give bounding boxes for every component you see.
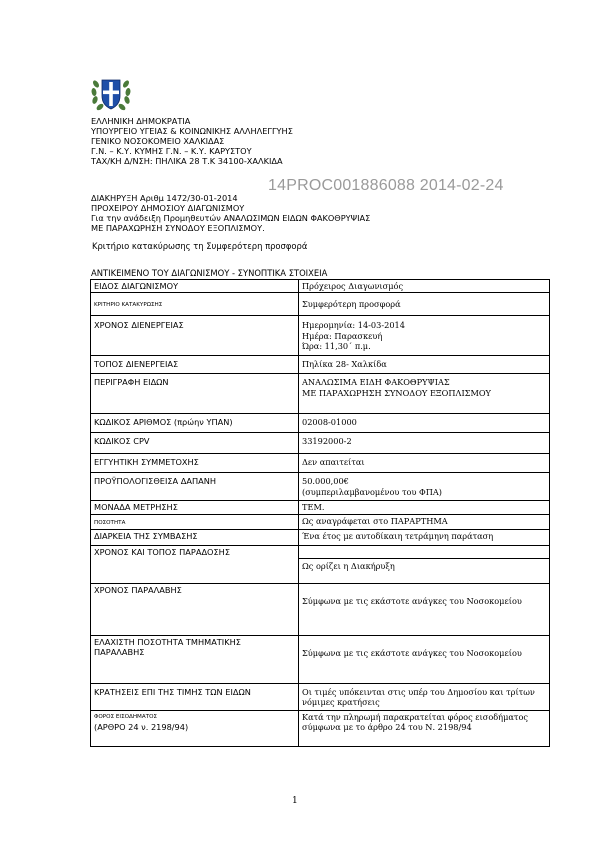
row-value: Οι τιμές υπόκεινται στις υπέρ του Δημοσίου και τρίτων νόμιμες κρατήσεις bbox=[299, 683, 550, 710]
table-row bbox=[91, 545, 550, 583]
issuer-header bbox=[91, 116, 293, 166]
notice-title-block bbox=[91, 193, 370, 233]
table-row bbox=[91, 514, 550, 529]
row-label: ΠΡΟΫΠΟΛΟΓΙΣΘΕΙΣΑ ΔΑΠΑΝΗ bbox=[91, 473, 299, 501]
row-value bbox=[299, 316, 550, 356]
row-value: Δεν απαιτείται bbox=[299, 454, 550, 473]
section-title: ΑΝΤΙΚΕΙΜΕΝΟ ΤΟΥ ΔΙΑΓΩΝΙΣΜΟΥ - ΣΥΝΟΠΤΙΚΑ ΣΤΟΙΧΕΙΑ bbox=[91, 268, 328, 278]
table-row bbox=[91, 414, 550, 433]
row-value bbox=[299, 545, 550, 583]
table-row bbox=[91, 683, 550, 710]
notice-line: ΜΕ ΠΑΡΑΧΩΡΗΣΗ ΣΥΝΟΔΟΥ ΕΞΟΠΛΙΣΜΟΥ. bbox=[91, 223, 265, 234]
table-row bbox=[91, 454, 550, 473]
table-row bbox=[91, 316, 550, 356]
notice-line: Για την ανάδειξη Προμηθευτών ΑΝΑΛΩΣΙΜΩΝ ΕΙΔΩΝ ΦΑΚΟΘΡΥΨΙΑΣ bbox=[91, 213, 371, 224]
row-label: ΠΕΡΙΓΡΑΦΗ ΕΙΔΩΝ bbox=[91, 374, 299, 414]
row-value: Ως αναγράφεται στο ΠΑΡΑΡΤΗΜΑ bbox=[299, 514, 550, 529]
greek-coat-of-arms-emblem bbox=[91, 72, 131, 114]
row-value: Πηλίκα 28- Χαλκίδα bbox=[299, 356, 550, 374]
header-line: Γ.Ν. – Κ.Υ. ΚΥΜΗΣ Γ.Ν. – Κ.Υ. ΚΑΡΥΣΤΟΥ bbox=[91, 146, 252, 157]
table-row bbox=[91, 710, 550, 746]
row-value bbox=[299, 374, 550, 414]
row-label bbox=[91, 710, 299, 746]
row-value: Ένα έτος με αυτοδίκαιη τετράμηνη παράταση bbox=[299, 529, 550, 545]
row-label-line: ΦΟΡΟΣ ΕΙΣΟΔΗΜΑΤΟΣ bbox=[94, 713, 158, 720]
row-label-line: (ΑΡΘΡΟ 24 ν. 2198/94) bbox=[94, 722, 189, 733]
budget-vat-note: (συμπεριλαμβανομένου του ΦΠΑ) bbox=[302, 486, 442, 497]
row-label: ΕΓΓΥΗΤΙΚΗ ΣΥΜΜΕΤΟΧΗΣ bbox=[91, 454, 299, 473]
row-value: 33192000-2 bbox=[299, 433, 550, 454]
registration-stamp: 14PROC001886088 2014-02-24 bbox=[268, 177, 504, 194]
row-value: ΤΕΜ. bbox=[299, 501, 550, 514]
table-row bbox=[91, 529, 550, 545]
table-row bbox=[91, 501, 550, 514]
row-label: ΔΙΑΡΚΕΙΑ ΤΗΣ ΣΥΜΒΑΣΗΣ bbox=[91, 529, 299, 545]
delivery-value: Ως ορίζει η Διακήρυξη bbox=[299, 558, 549, 571]
row-label: ΚΩΔΙΚΟΣ CPV bbox=[91, 433, 299, 454]
row-value: Συμφερότερη προσφορά bbox=[299, 293, 550, 316]
row-value: 02008-01000 bbox=[299, 414, 550, 433]
row-label: ΚΩΔΙΚΟΣ ΑΡΙΘΜΟΣ (πρώην ΥΠΑΝ) bbox=[91, 414, 299, 433]
date-value: Ημερομηνία: 14-03-2014 bbox=[302, 320, 405, 331]
header-line: ΥΠΟΥΡΓΕΙΟ ΥΓΕΙΑΣ & ΚΟΙΝΩΝΙΚΗΣ ΑΛΛΗΛΕΓΓΥΗΣ bbox=[91, 126, 293, 137]
day-value: Ημέρα: Παρασκευή bbox=[302, 330, 383, 341]
row-label bbox=[91, 635, 299, 683]
table-row bbox=[91, 473, 550, 501]
row-label: ΤΟΠΟΣ ΔΙΕΝΕΡΓΕΙΑΣ bbox=[91, 356, 299, 374]
summary-table bbox=[90, 279, 550, 747]
row-value: Σύμφωνα με τις εκάστοτε ανάγκες του Νοσοκομείου bbox=[299, 635, 550, 683]
row-label: ΕΙΔΟΣ ΔΙΑΓΩΝΙΣΜΟΥ bbox=[91, 280, 299, 293]
row-label: ΧΡΟΝΟΣ ΔΙΕΝΕΡΓΕΙΑΣ bbox=[91, 316, 299, 356]
row-label: ΠΟΣΟΤΗΤΑ bbox=[94, 519, 126, 526]
row-label: ΧΡΟΝΟΣ ΚΑΙ ΤΟΠΟΣ ΠΑΡΑΔΟΣΗΣ bbox=[91, 545, 299, 583]
budget-amount: 50.000,00€ bbox=[302, 476, 349, 487]
row-value bbox=[299, 473, 550, 501]
row-label: ΚΡΑΤΗΣΕΙΣ ΕΠΙ ΤΗΣ ΤΙΜΗΣ ΤΩΝ ΕΙΔΩΝ bbox=[91, 683, 299, 710]
item-description-line: ΜΕ ΠΑΡΑΧΩΡΗΣΗ ΣΥΝΟΔΟΥ ΕΞΟΠΛΙΣΜΟΥ bbox=[302, 387, 491, 398]
notice-line: ΔΙΑΚΗΡΥΞΗ Αριθμ 1472/30-01-2014 bbox=[91, 193, 238, 203]
row-label: ΧΡΟΝΟΣ ΠΑΡΑΛΑΒΗΣ bbox=[91, 583, 299, 635]
table-row bbox=[91, 433, 550, 454]
page-number: 1 bbox=[292, 796, 298, 806]
row-label-line: ΕΛΑΧΙΣΤΗ ΠΟΣΟΤΗΤΑ ΤΜΗΜΑΤΙΚΗΣ bbox=[94, 636, 241, 647]
notice-line: ΠΡΟΧΕΙΡΟΥ ΔΗΜΟΣΙΟΥ ΔΙΑΓΩΝΙΣΜΟΥ bbox=[91, 203, 245, 214]
header-line: ΕΛΛΗΝΙΚΗ ΔΗΜΟΚΡΑΤΙΑ bbox=[91, 116, 191, 126]
row-value: Σύμφωνα με τις εκάστοτε ανάγκες του Νοσοκομείου bbox=[299, 583, 550, 635]
row-label-line: ΠΑΡΑΛΑΒΗΣ bbox=[94, 647, 145, 658]
row-label: ΚΡΙΤΗΡΙΟ ΚΑΤΑΚΥΡΩΣΗΣ bbox=[94, 302, 163, 309]
table-row bbox=[91, 635, 550, 683]
table-row bbox=[91, 583, 550, 635]
row-value: Πρόχειρος Διαγωνισμός bbox=[299, 280, 550, 293]
table-row bbox=[91, 280, 550, 293]
item-description-line: ΑΝΑΛΩΣΙΜΑ ΕΙΔΗ ΦΑΚΟΘΡΥΨΙΑΣ bbox=[302, 377, 450, 388]
row-value: Κατά την πληρωμή παρακρατείται φόρος εισοδήματος σύμφωνα με το άρθρο 24 του Ν. 2198/94 bbox=[299, 710, 550, 746]
table-row bbox=[91, 356, 550, 374]
table-row bbox=[91, 374, 550, 414]
table-row bbox=[91, 293, 550, 316]
header-line: ΓΕΝΙΚΟ ΝΟΣΟΚΟΜΕΙΟ ΧΑΛΚΙΔΑΣ bbox=[91, 136, 225, 147]
award-criterion: Κριτήριο κατακύρωσης τη Συμφερότερη προσφορά bbox=[92, 241, 308, 251]
row-label: ΜΟΝΑΔΑ ΜΕΤΡΗΣΗΣ bbox=[91, 501, 299, 514]
header-line: ΤΑΧ/ΚΗ Δ/ΝΣΗ: ΠΗΛΙΚΑ 28 Τ.Κ 34100-ΧΑΛΚΙΔΑ bbox=[91, 156, 283, 167]
time-value: Ώρα: 11,30΄ π.μ. bbox=[302, 340, 371, 351]
